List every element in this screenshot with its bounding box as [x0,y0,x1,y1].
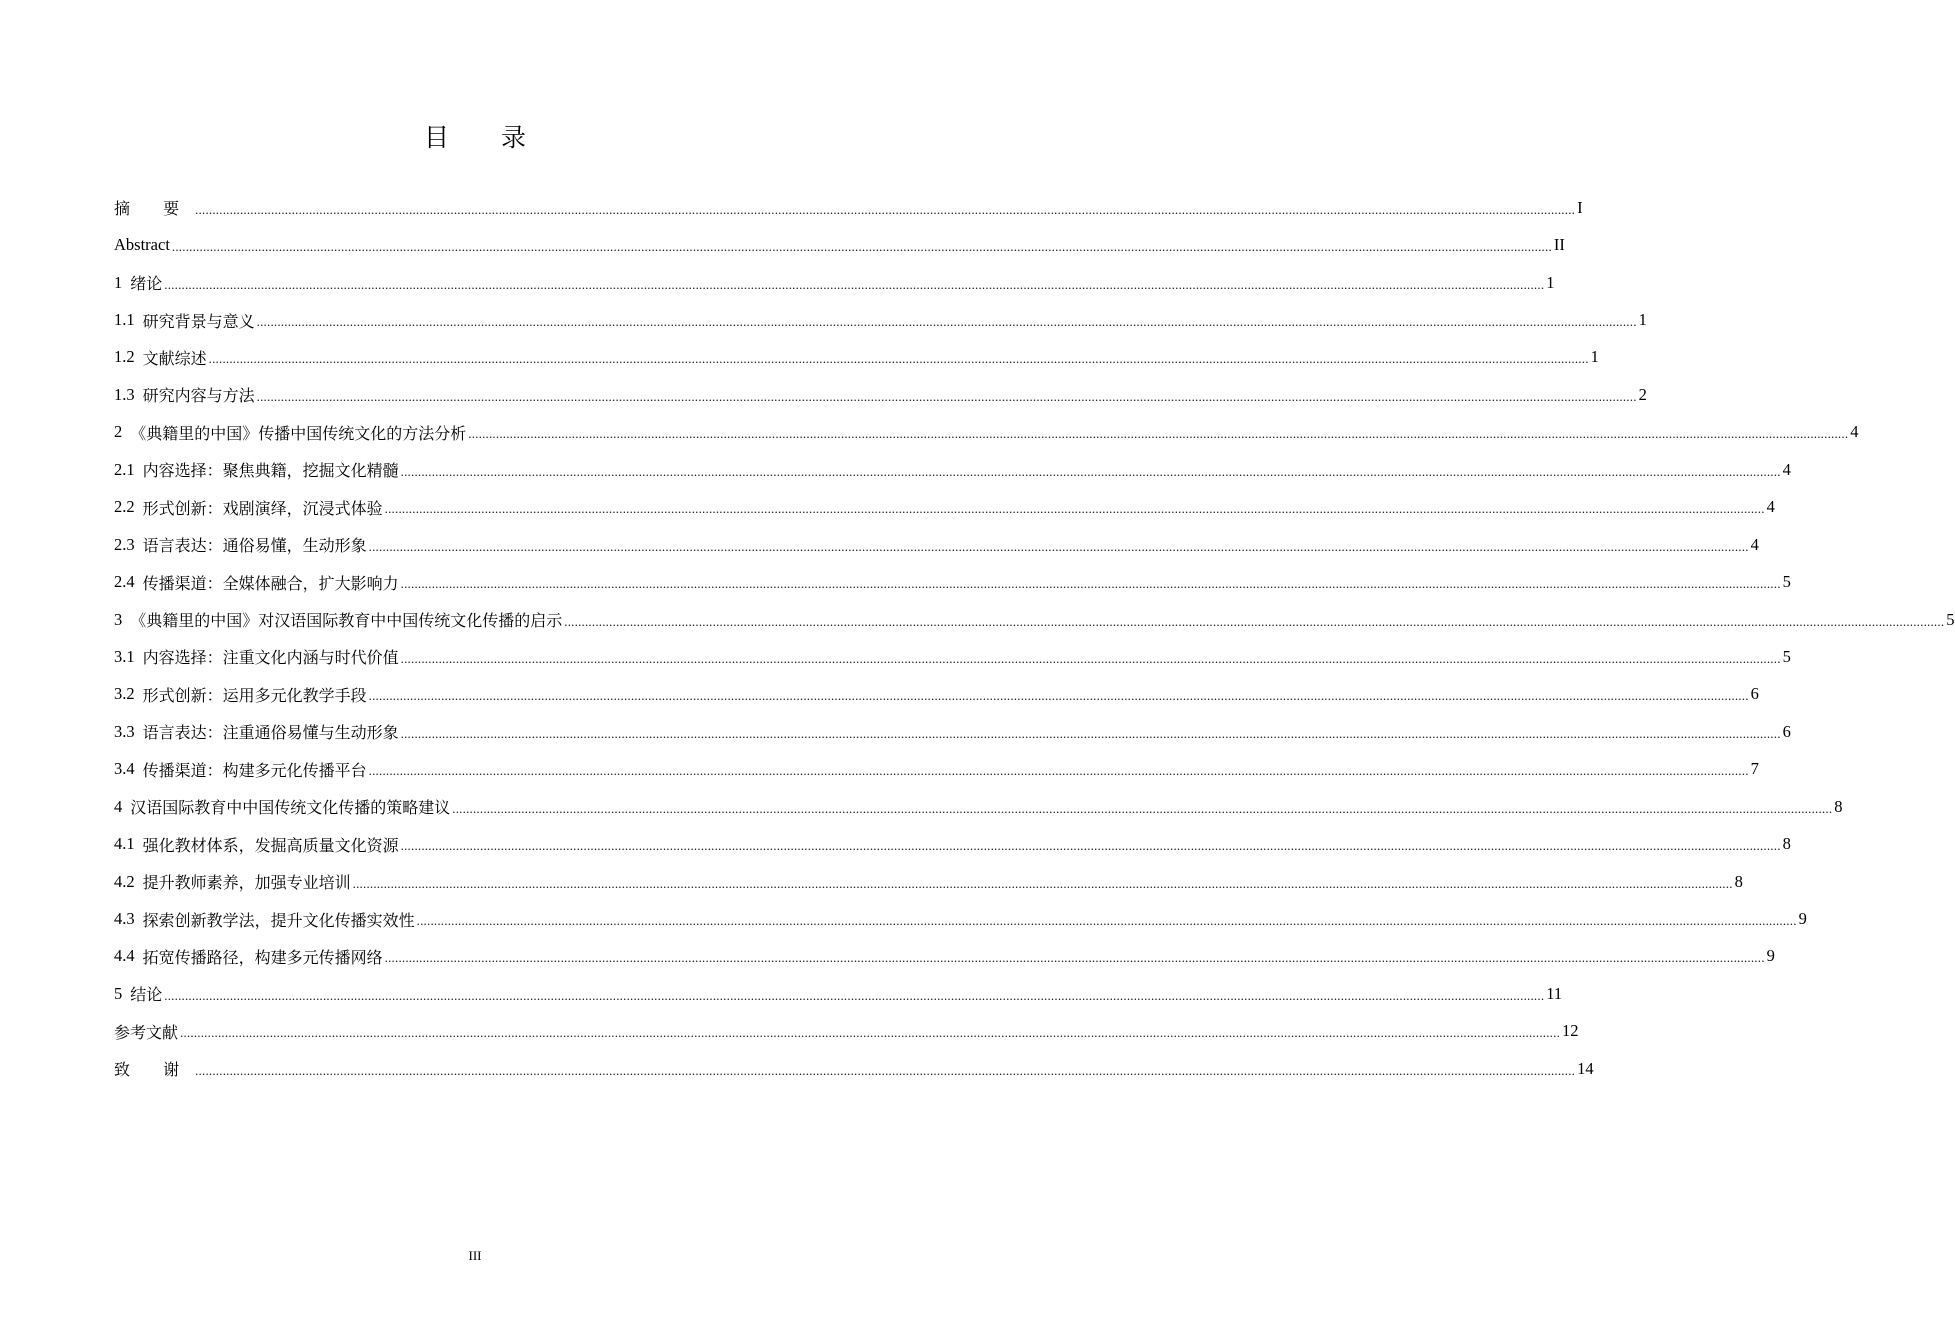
toc-entry-label: 内容选择：注重文化内涵与时代价值 [142,648,399,668]
toc-entry-number: 4.2 [114,871,135,891]
toc-entry-page: 9 [1798,909,1807,929]
toc-entry-1-3[interactable] [114,376,1647,413]
toc-entry-4-4[interactable] [114,938,1775,975]
toc-entry-label: 摘 要 [114,199,194,219]
toc-entry-page: 4 [1750,534,1759,554]
toc-entry-page: 2 [1638,384,1647,404]
toc-leader-dots: ................................................................................................................................................................................................................................................................................................................................................................................................................ [368,538,1749,554]
toc-entry-1-1[interactable] [114,301,1647,338]
toc-entry-page: 4 [1766,497,1775,517]
toc-leader-dots: ................................................................................................................................................................................................................................................................................................................................................................................................................ [400,576,1781,592]
toc-entry-page: 1 [1638,310,1647,330]
toc-leader-dots: ................................................................................................................................................................................................................................................................................................................................................................................................................ [256,388,1637,404]
toc-entry-label: 探索创新教学法，提升文化传播实效性 [142,910,415,930]
toc-entry-4-1[interactable] [114,825,1791,862]
toc-entry-number: 3.2 [114,684,135,704]
toc-entry-label: 研究内容与方法 [142,386,255,406]
toc-leader-dots: ................................................................................................................................................................................................................................................................................................................................................................................................................ [352,875,1733,891]
toc-entry-page: 1 [1590,347,1599,367]
toc-entry-number: 2 [114,422,123,442]
toc-leader-dots: ................................................................................................................................................................................................................................................................................................................................................................................................................ [384,501,1765,517]
toc-leader-dots: ................................................................................................................................................................................................................................................................................................................................................................................................................ [416,913,1797,929]
toc-leader-dots: ................................................................................................................................................................................................................................................................................................................................................................................................................ [164,276,1545,292]
toc-entry-label: 研究背景与意义 [142,311,255,331]
toc-entry-2-2[interactable] [114,489,1775,526]
toc-entry-label: 参考文献 [114,1022,179,1042]
toc-entry-label: 《典籍里的中国》传播中国传统文化的方法分析 [130,423,467,443]
toc-entry-label: 传播渠道：构建多元化传播平台 [142,760,367,780]
toc-entry-label: 文献综述 [142,348,207,368]
toc-entry-number: 3.1 [114,646,135,666]
toc-entry-label: 致 谢 [114,1060,194,1080]
toc-entry-page: 8 [1834,796,1843,816]
toc-entry-page: 4 [1850,422,1859,442]
toc-entry-label: 强化教材体系，发掘高质量文化资源 [142,835,399,855]
toc-entry-label: 内容选择：聚焦典籍，挖掘文化精髓 [142,461,399,481]
toc-entry-number: 4.4 [114,946,135,966]
toc-entry-number: 4 [114,796,123,816]
toc-entry-page: 11 [1546,983,1563,1003]
toc-entry-4-3[interactable] [114,900,1807,937]
toc-entry-page: 14 [1577,1058,1594,1078]
toc-entry-label: 语言表达：通俗易懂，生动形象 [142,536,367,556]
toc-entry-1[interactable] [114,264,1555,301]
toc-entry-4[interactable] [114,788,1843,825]
toc-leader-dots: ................................................................................................................................................................................................................................................................................................................................................................................................................ [368,688,1749,704]
toc-entry-page: 8 [1782,834,1791,854]
toc-entry-2-1[interactable] [114,451,1791,488]
toc-leader-dots: ................................................................................................................................................................................................................................................................................................................................................................................................................ [180,1025,1561,1041]
toc-entry-label: Abstract [114,235,170,255]
page-number: III [468,1248,482,1263]
toc-entry-page: 5 [1782,646,1791,666]
toc-entry-label: 形式创新：运用多元化教学手段 [142,685,367,705]
toc-entry-number: 2.2 [114,497,135,517]
page-title: 目 录 [424,123,548,152]
toc-entry-number: 3.4 [114,759,135,779]
toc-entry-number: 2.1 [114,459,135,479]
toc-entry-number: 1.2 [114,347,135,367]
toc-entry-3-3[interactable] [114,713,1791,750]
toc-entry-number: 2.3 [114,534,135,554]
toc-entry-label: 结论 [130,985,163,1005]
toc-entry-label: 绪论 [130,274,163,294]
toc-entry-label: 形式创新：戏剧演绎，沉浸式体验 [142,498,383,518]
toc-entry-number: 2.4 [114,572,135,592]
toc-entry-number: 1.3 [114,384,135,404]
toc-entry-label: 语言表达：注重通俗易懂与生动形象 [142,723,399,743]
toc-leader-dots: ................................................................................................................................................................................................................................................................................................................................................................................................................ [164,987,1545,1003]
toc-entry-1-2[interactable] [114,339,1599,376]
toc-entry-2-4[interactable] [114,563,1791,600]
toc-entry-label: 提升教师素养，加强专业培训 [142,873,351,893]
toc-entry-abstract-en[interactable] [114,226,1565,263]
toc-leader-dots: ................................................................................................................................................................................................................................................................................................................................................................................................................ [208,351,1589,367]
toc-leader-dots: ................................................................................................................................................................................................................................................................................................................................................................................................................ [564,613,1945,629]
toc-leader-dots: ................................................................................................................................................................................................................................................................................................................................................................................................................ [468,426,1849,442]
toc-entry-3-4[interactable] [114,751,1759,788]
table-of-contents [114,189,1955,1088]
toc-entry-number: 3.3 [114,721,135,741]
toc-entry-label: 《典籍里的中国》对汉语国际教育中中国传统文化传播的启示 [130,611,563,631]
toc-entry-5[interactable] [114,975,1563,1012]
toc-leader-dots: ................................................................................................................................................................................................................................................................................................................................................................................................................ [368,763,1749,779]
toc-entry-abstract-cn[interactable] [114,189,1583,226]
toc-entry-number: 1.1 [114,310,135,330]
toc-entry-2-3[interactable] [114,526,1759,563]
toc-entry-label: 汉语国际教育中中国传统文化传播的策略建议 [130,798,451,818]
toc-entry-number: 3 [114,609,123,629]
toc-entry-3-2[interactable] [114,676,1759,713]
toc-entry-4-2[interactable] [114,863,1743,900]
toc-entry-number: 1 [114,272,123,292]
toc-leader-dots: ................................................................................................................................................................................................................................................................................................................................................................................................................ [400,725,1781,741]
toc-leader-dots: ................................................................................................................................................................................................................................................................................................................................................................................................................ [400,650,1781,666]
toc-leader-dots: ................................................................................................................................................................................................................................................................................................................................................................................................................ [452,800,1833,816]
toc-entry-page: 9 [1766,946,1775,966]
toc-entry-acknowledgements[interactable] [114,1050,1594,1087]
toc-leader-dots: ................................................................................................................................................................................................................................................................................................................................................................................................................ [256,314,1637,330]
toc-entry-page: 12 [1562,1021,1579,1041]
toc-entry-page: 5 [1946,609,1955,629]
toc-leader-dots: ................................................................................................................................................................................................................................................................................................................................................................................................................ [195,1062,1576,1078]
toc-entry-number: 5 [114,983,123,1003]
toc-entry-3-1[interactable] [114,638,1791,675]
toc-entry-page: 1 [1546,272,1555,292]
toc-leader-dots: ................................................................................................................................................................................................................................................................................................................................................................................................................ [195,201,1576,217]
toc-entry-page: 6 [1750,684,1759,704]
toc-entry-2[interactable] [114,414,1859,451]
toc-entry-label: 传播渠道：全媒体融合，扩大影响力 [142,573,399,593]
toc-entry-3[interactable] [114,601,1955,638]
toc-entry-page: I [1577,197,1583,217]
toc-entry-page: 7 [1750,759,1759,779]
toc-entry-number: 4.3 [114,909,135,929]
toc-entry-page: 8 [1734,871,1743,891]
toc-entry-number: 4.1 [114,834,135,854]
toc-entry-references[interactable] [114,1013,1579,1050]
toc-entry-page: II [1553,235,1565,255]
toc-leader-dots: ................................................................................................................................................................................................................................................................................................................................................................................................................ [384,950,1765,966]
toc-entry-page: 6 [1782,721,1791,741]
toc-entry-page: 5 [1782,572,1791,592]
toc-entry-label: 拓宽传播路径，构建多元传播网络 [142,947,383,967]
toc-leader-dots: ................................................................................................................................................................................................................................................................................................................................................................................................................ [400,463,1781,479]
toc-leader-dots: ................................................................................................................................................................................................................................................................................................................................................................................................................ [400,838,1781,854]
toc-leader-dots: ................................................................................................................................................................................................................................................................................................................................................................................................................ [171,239,1552,255]
toc-entry-page: 4 [1782,459,1791,479]
